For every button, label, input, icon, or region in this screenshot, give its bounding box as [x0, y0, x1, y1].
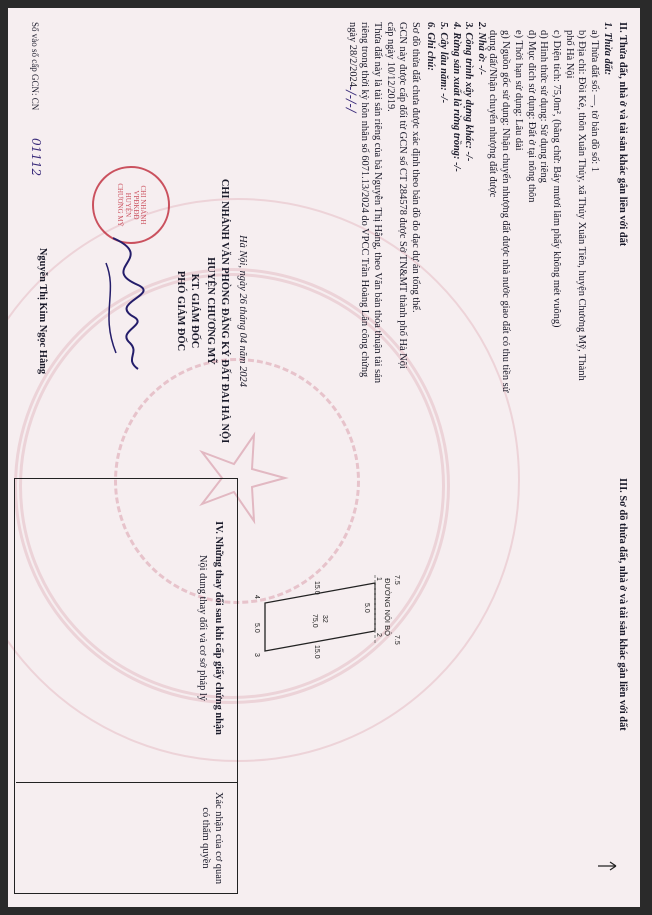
asset-item: 6. Ghi chú:	[425, 22, 437, 71]
dimension-label: 7.5	[393, 575, 400, 585]
asset-item: 3. Công trình xây dựng khác: -/-	[463, 22, 475, 162]
section-ii-title: II. Thửa đất, nhà ở và tài sản khác gắn liền với đất	[617, 22, 628, 247]
official-seal: CHI NHÁNH VPĐKĐĐ HUYỆN CHƯƠNG MỸ	[92, 166, 170, 244]
land-line: b) Địa chỉ: Đồi Kè, thôn Xuân Thủy, xã Thủy Xuân Tiên, huyện Chương Mỹ, Thành	[576, 30, 588, 381]
issue-date: Hà Nội, ngày 26 tháng 04 năm 2024	[237, 235, 248, 387]
vertex-label: 4	[253, 595, 260, 599]
land-line: dụng đất/Nhận chuyển nhượng đất được	[487, 30, 499, 198]
changes-col2-header: Xác nhận của cơ quan có thẩm quyền	[200, 791, 224, 885]
land-line: g) Nguồn gốc sử dụng: Nhận chuyển nhượng đất được nhà nước giao đất có thu tiền sử	[500, 30, 512, 393]
note-line: GCN này được cấp đổi từ GCN số CT 284578 được Sở TN&MT thành phố Hà Nội	[397, 22, 409, 369]
note-line: cấp ngày 10/12/2019.	[384, 22, 396, 112]
vertex-label: 3	[253, 653, 260, 657]
section-iv-title: IV. Những thay đổi sau khi cấp giấy chứng nhận	[213, 521, 224, 735]
dimension-label: 5.0	[363, 603, 370, 613]
note-line: ngày 28/2/2024	[346, 22, 358, 87]
note-line: Thửa đất này là tài sản riêng của bà Nguyễn Thị Hằng, theo Văn bản thỏa thuận tài sản	[371, 22, 383, 384]
signer-name: Nguyễn Thị Kim Ngọc Hằng	[37, 247, 48, 375]
land-line: d) Hình thức sử dụng: Sử dụng riêng	[538, 30, 550, 183]
office-district: HUYỆN CHƯƠNG MỸ	[205, 257, 216, 365]
register-number: 01112	[29, 138, 43, 177]
land-line: đ) Mục đích sử dụng: Đất ở tại nông thôn	[525, 30, 537, 203]
vertex-label: 1	[375, 577, 382, 581]
land-line: c) Diện tích: 75,0m², (bằng chữ: Bảy mươi lăm phẩy không mét vuông)	[550, 30, 562, 328]
north-arrow-icon	[596, 854, 618, 878]
note-line: riêng trong thời kỳ hôn nhân số 6071.13/2024 do VPCC Trần Hoàng Lân công chứng	[359, 22, 371, 378]
changes-table-divider	[16, 782, 238, 783]
register-label: Số vào sổ cấp GCN: CN	[30, 22, 40, 111]
dimension-label: 15.0	[313, 645, 320, 659]
signer-kt: KT. GIÁM ĐỐC	[189, 273, 200, 349]
asset-item: 5. Cây lâu năm: -/-	[437, 22, 449, 104]
plot-area: 75,0	[311, 614, 318, 628]
asset-items	[424, 22, 487, 322]
plot-number: 32	[321, 615, 328, 623]
changes-col1-header: Nội dung thay đổi và cơ sở pháp lý	[197, 554, 208, 702]
scanned-certificate-page	[8, 8, 640, 907]
road-label: ĐƯỜNG NỘI BỘ	[383, 578, 392, 636]
asset-item: 4. Rừng sản xuất là rừng trồng: -/-	[450, 22, 462, 172]
dimension-label: 15.0	[313, 581, 320, 595]
plot-diagram	[245, 573, 415, 723]
office-name: CHI NHÁNH VĂN PHÒNG ĐĂNG KÝ ĐẤT ĐAI HÀ NỘI	[219, 178, 230, 444]
section-iii-title: III. Sơ đồ thửa đất, nhà ở và tài sản khác gắn liền với đất	[617, 478, 628, 731]
land-heading: 1. Thửa đất:	[602, 22, 613, 76]
document-canvas	[8, 8, 640, 907]
asset-item: 2. Nhà ở: -/-	[476, 22, 487, 75]
handwritten-mark: -/-/-/	[343, 86, 358, 113]
land-details	[486, 30, 600, 450]
land-line: a) Thửa đất số: —, tờ bản đồ số: 1	[589, 30, 600, 172]
signature-icon	[88, 233, 168, 373]
land-line: e) Thời hạn sử dụng: Lâu dài	[512, 30, 524, 151]
note-line: Sơ đồ thửa đất chưa được xác định theo bản đồ đo đạc dự án tổng thể.	[410, 22, 421, 313]
signer-role: PHÓ GIÁM ĐỐC	[175, 270, 186, 352]
dimension-label: 7.5	[393, 635, 400, 645]
vertex-label: 2	[375, 633, 382, 637]
land-line: phố Hà Nội	[563, 30, 575, 79]
dimension-label: 5.0	[253, 623, 260, 633]
